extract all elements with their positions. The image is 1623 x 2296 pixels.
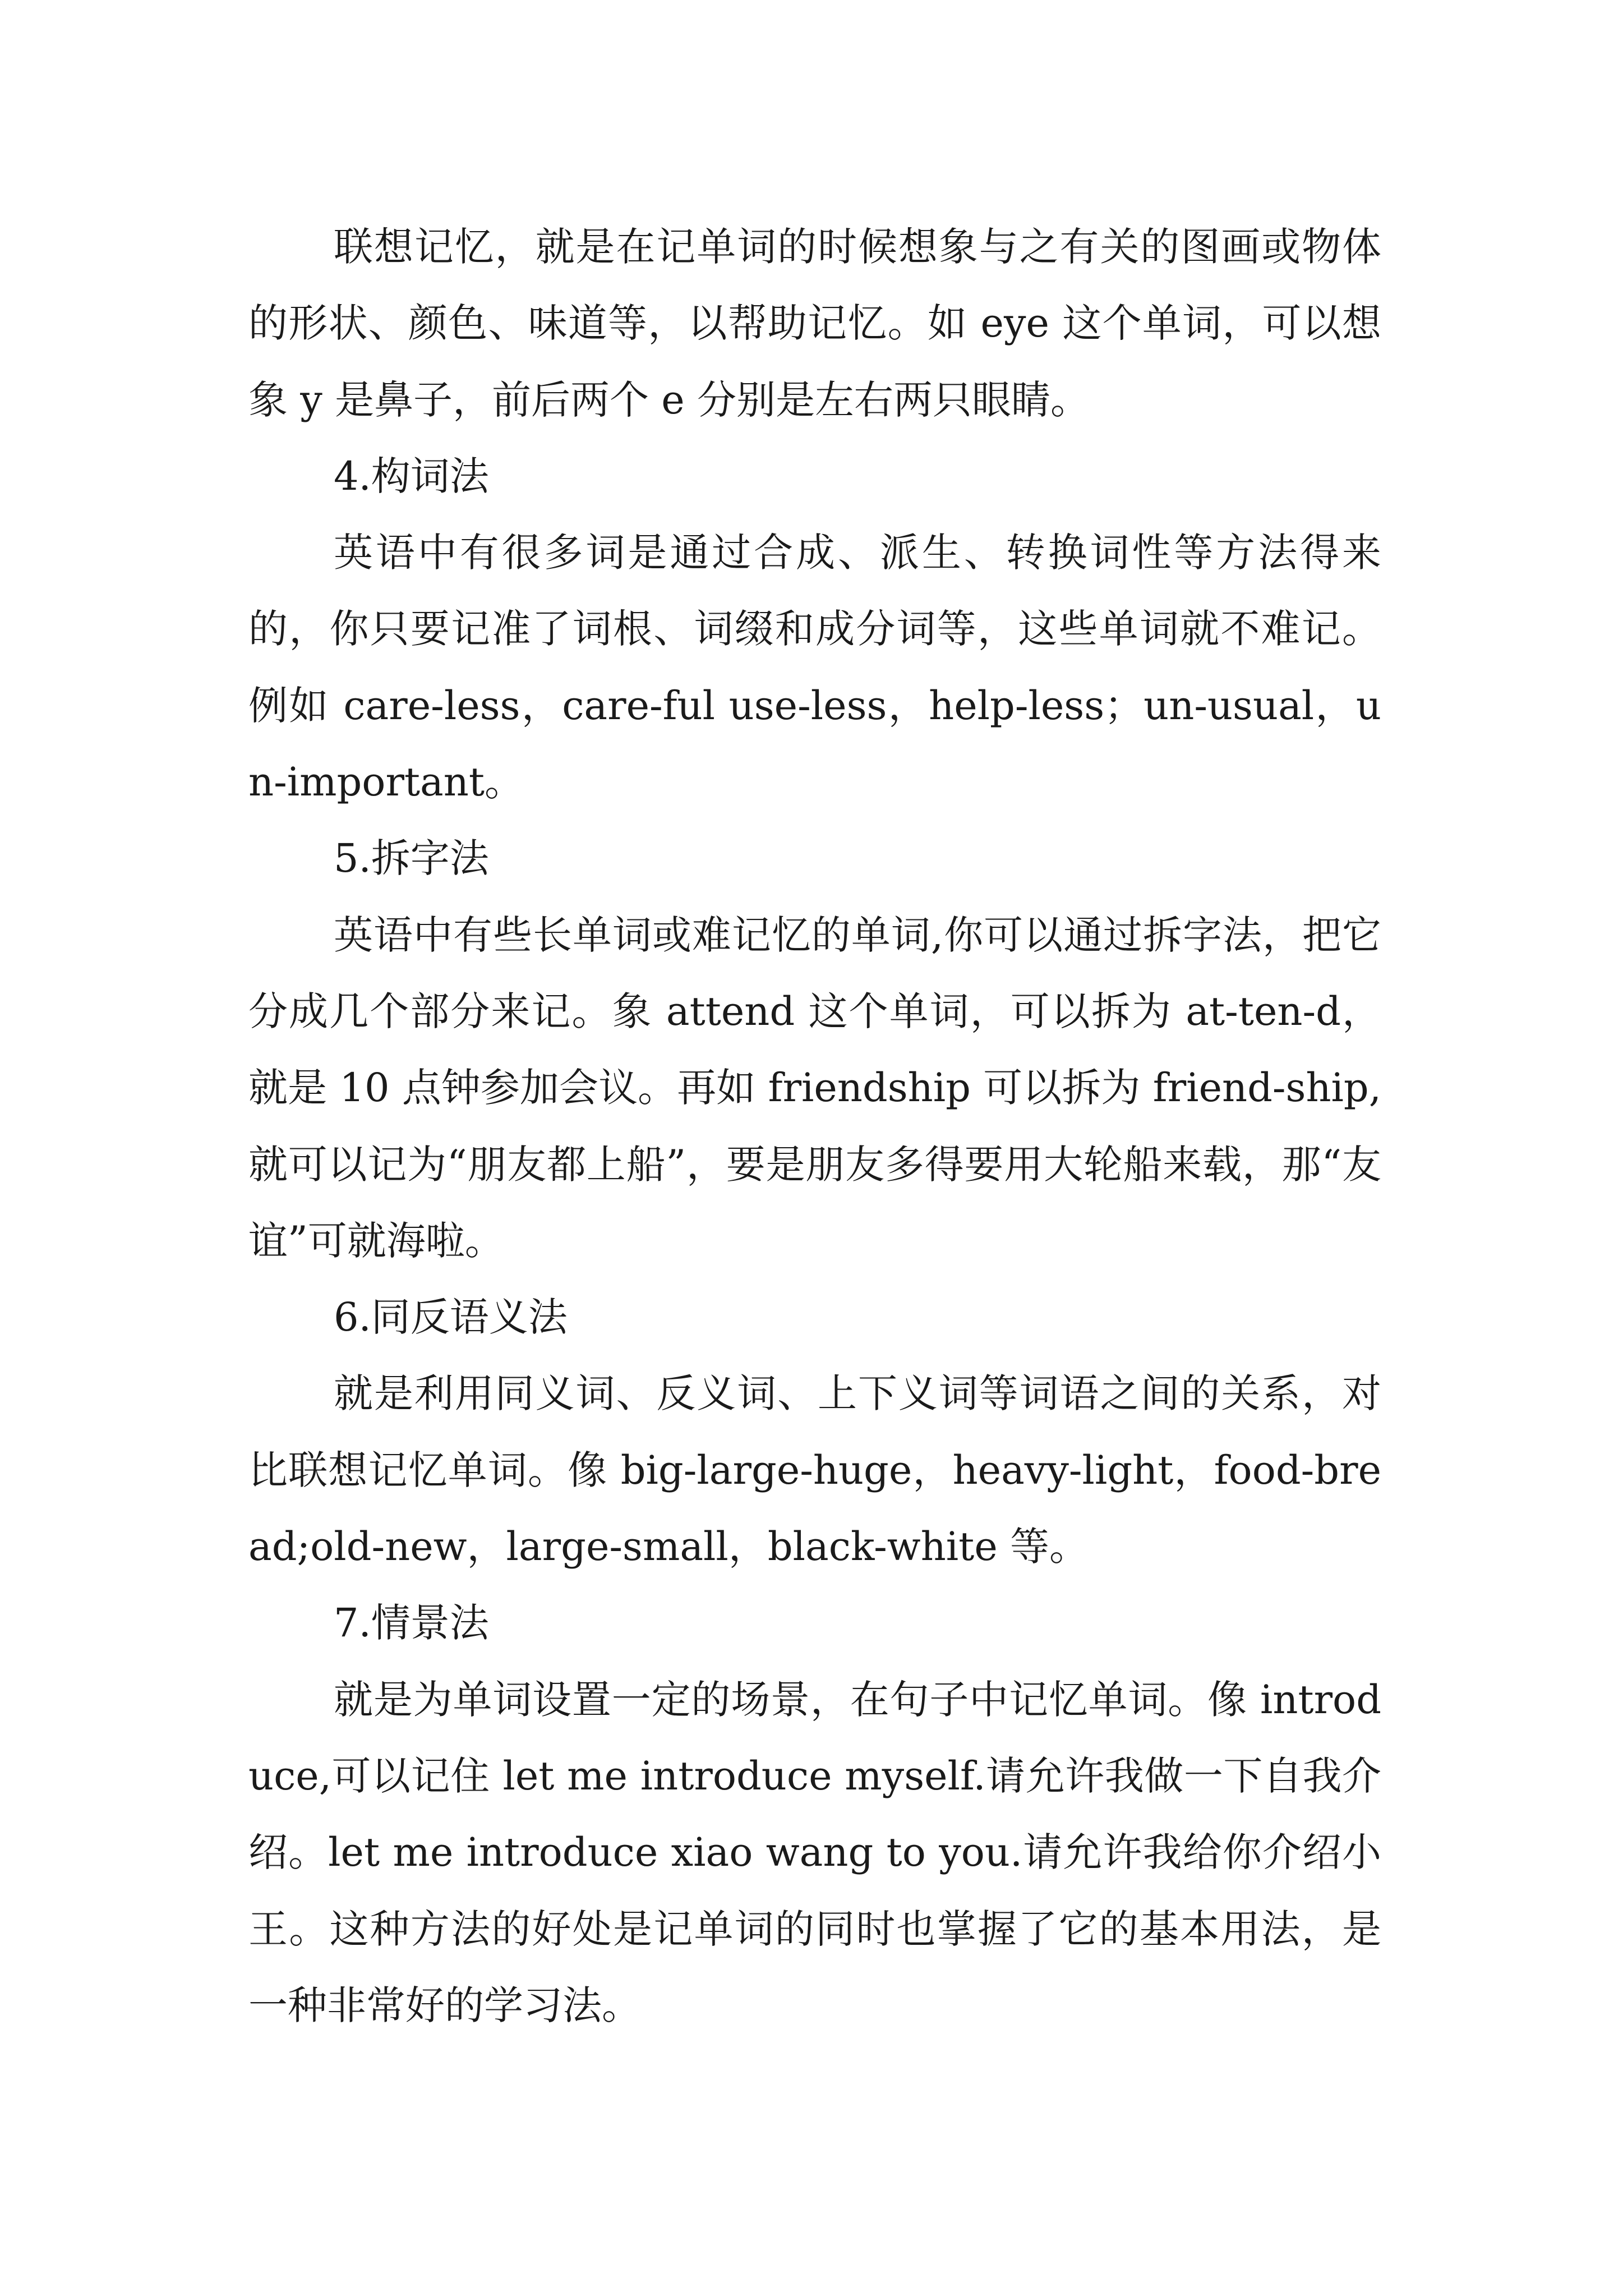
document-body — [248, 209, 1381, 2044]
heading-synonym-antonym: 6.同反语义法 — [334, 1294, 568, 1341]
paragraph-word-formation: 英语中有很多词是通过合成、派生、转换词性等方法得来的，你只要记准了词根、词缀和成分词等，这些单词就不难记。例如 care-less，care-ful use-less，help-less；un-usual，un-important。 — [248, 530, 1381, 806]
heading-word-formation: 4.构词法 — [334, 453, 489, 499]
paragraph-context-method: 就是为单词设置一定的场景，在句子中记忆单词。像 introduce,可以记住 let me introduce myself.请允许我做一下自我介绍。let me introduce xiao wang to you.请允许我给你介绍小王。这种方法的好处是记单词的同时也掌握了它的基本用法，是一种非常好的学习法。 — [248, 1676, 1381, 2028]
heading-word-splitting: 5.拆字法 — [334, 835, 489, 882]
paragraph-synonym-antonym: 就是利用同义词、反义词、上下义词等词语之间的关系，对比联想记忆单词。像 big-large-huge，heavy-light，food-bread;old-new，large-small，black-white 等。 — [248, 1370, 1381, 1570]
heading-context-method: 7.情景法 — [334, 1600, 489, 1646]
paragraph-word-splitting: 英语中有些长单词或难记忆的单词,你可以通过拆字法，把它分成几个部分来记。象 attend 这个单词，可以拆为 at-ten-d，就是 10 点钟参加会议。再如 friendship 可以拆为 friend-ship,就可以记为“朋友都上船”，要是朋友多得要用大轮船来载，那“友谊”可就海啦。 — [248, 912, 1381, 1264]
paragraph-association-memory: 联想记忆，就是在记单词的时候想象与之有关的图画或物体的形状、颜色、味道等，以帮助记忆。如 eye 这个单词，可以想象 y 是鼻子，前后两个 e 分别是左右两只眼睛。 — [248, 224, 1381, 423]
